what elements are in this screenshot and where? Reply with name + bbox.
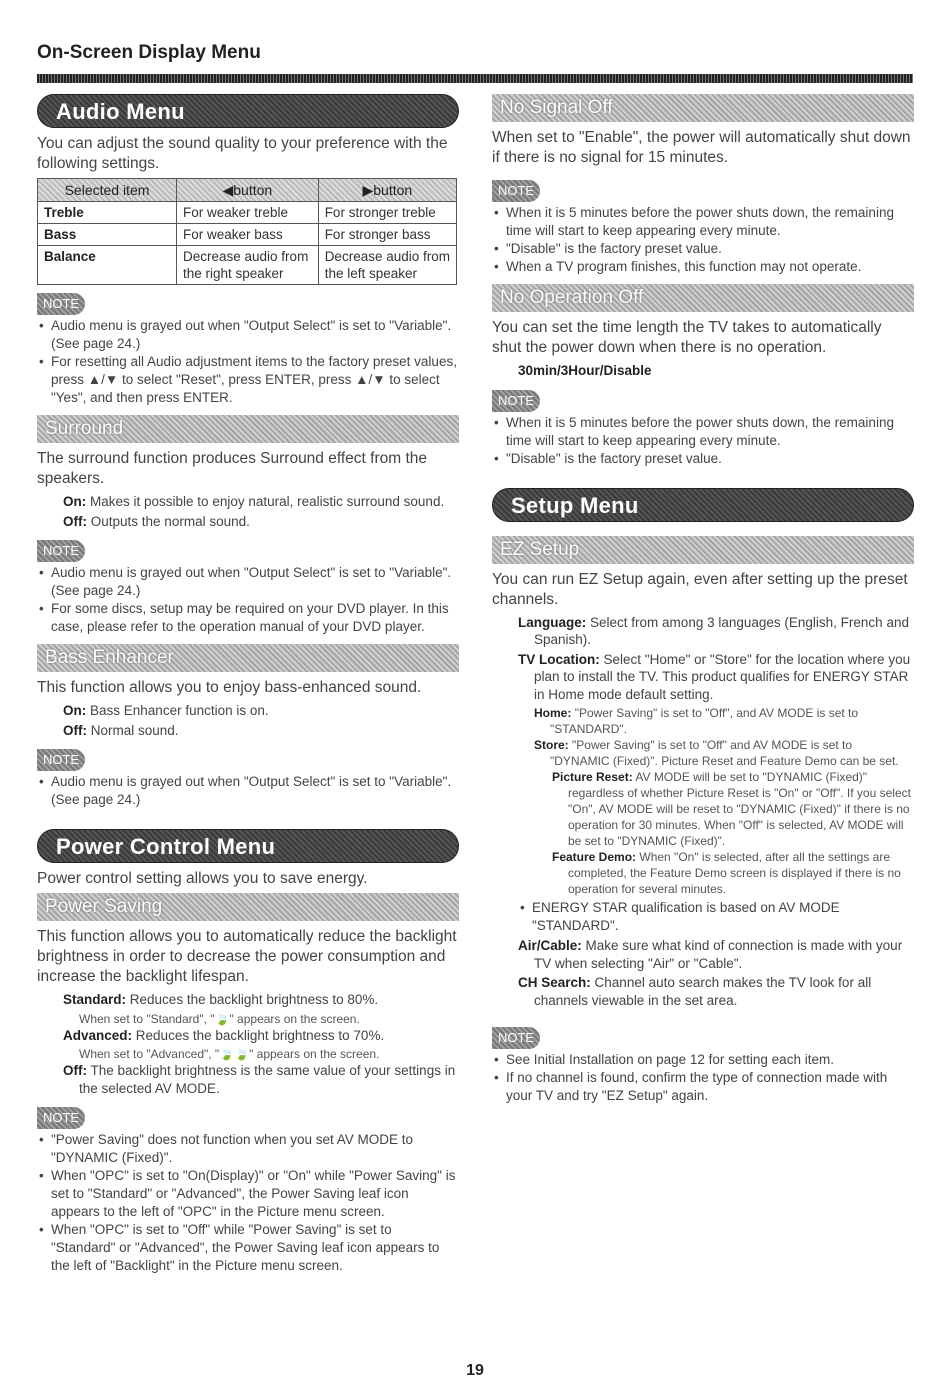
list-item: • When it is 5 minutes before the power shuts down, the remaining time will start to keep appearing every minute. (506, 414, 914, 450)
option-term: Air/Cable: (518, 938, 582, 953)
table-header: Selected item (38, 179, 177, 202)
option-term: On: (63, 703, 87, 718)
option-line: 30min/3Hour/Disable (518, 363, 652, 378)
page-heading: On-Screen Display Menu (37, 42, 261, 63)
no-operation-off-intro: You can set the time length the TV takes to automatically shut the power down when there is no operation. (492, 319, 882, 356)
ez-setup-notes (492, 1051, 914, 1105)
no-signal-off-title: No Signal Off (492, 94, 914, 122)
option-desc: Reduces the backlight brightness to 70%. (135, 1027, 385, 1043)
no-operation-off-options (518, 362, 914, 380)
audio-notes (37, 317, 459, 407)
audio-settings-table (37, 178, 457, 285)
no-signal-off-intro: When set to "Enable", the power will automatically shut down if there is no signal for 15 minutes. (492, 129, 911, 166)
option-extra: When set to "Advanced", "🍃🍃" appears on the screen. (79, 1047, 380, 1061)
table-cell: Treble (38, 202, 177, 224)
option-item (518, 937, 914, 972)
list-item: • Audio menu is grayed out when "Output Select" is set to "Variable". (See page 24.) (51, 773, 459, 809)
surround-options (63, 493, 459, 530)
option-desc: Normal sound. (90, 722, 179, 738)
list-item: • "Disable" is the factory preset value. (506, 450, 914, 468)
note-badge: NOTE (37, 293, 85, 315)
option-item (63, 722, 459, 740)
option-item (518, 614, 914, 649)
option-term: Feature Demo: (552, 850, 637, 864)
option-term: Store: (534, 738, 569, 752)
option-item (518, 974, 914, 1009)
surround-intro: The surround function produces Surround effect from the speakers. (37, 450, 428, 487)
table-row (38, 246, 457, 285)
power-saving-title: Power Saving (37, 893, 459, 921)
ez-setup-intro: You can run EZ Setup again, even after setting up the preset channels. (492, 570, 908, 608)
option-term: Picture Reset: (552, 770, 633, 784)
no-operation-off-title: No Operation Off (492, 284, 914, 312)
no-signal-off-notes (492, 204, 914, 276)
option-desc: "Power Saving" is set to "Off", and AV MODE is set to "STANDARD". (550, 706, 859, 736)
note-badge: NOTE (37, 749, 85, 771)
option-desc: When "On" is selected, after all the settings are completed, the Feature Demo screen is displayed if there is no operation for several minutes. (568, 850, 901, 896)
table-cell: Balance (38, 246, 177, 285)
list-item: • For resetting all Audio adjustment items to the factory preset values, press ▲/▼ to select "Reset", press ENTER, press ▲/▼ to select "Yes", and then press ENTER. (51, 353, 459, 407)
option-desc: "Power Saving" is set to "Off" and AV MODE is set to "DYNAMIC (Fixed)". Picture Reset and Feature Demo can be set. (550, 738, 899, 768)
ez-setup-options (518, 614, 914, 1010)
no-operation-off-notes (492, 414, 914, 468)
option-item (534, 737, 914, 769)
left-column (37, 94, 459, 1275)
note-badge: NOTE (492, 180, 540, 202)
option-extra: When set to "Standard", "🍃" appears on the screen. (79, 1011, 360, 1026)
option-desc: AV MODE will be set to "DYNAMIC (Fixed)" regardless of whether Picture Reset is "On" or "Off". If you select "On", AV MODE will be reset to "DYNAMIC (Fixed)" if there is no operation for 30 minutes. When "Off" is selected, AV MODE will be set to "DYNAMIC (Fixed)". (568, 770, 911, 848)
surround-title: Surround (37, 415, 459, 443)
energy-star-note (518, 899, 914, 935)
list-item: • For some discs, setup may be required on your DVD player. In this case, please refer to the operation manual of your DVD player. (51, 600, 459, 636)
table-cell: For stronger treble (318, 202, 456, 224)
option-term: Off: (63, 722, 87, 738)
option-term: CH Search: (518, 975, 591, 990)
option-desc: Bass Enhancer function is on. (90, 703, 269, 718)
table-cell: Decrease audio from the left speaker (318, 246, 456, 285)
list-item: • See Initial Installation on page 12 for setting each item. (506, 1051, 914, 1069)
table-row (38, 224, 457, 246)
audio-menu-title: Audio Menu (37, 94, 459, 128)
audio-menu-intro: You can adjust the sound quality to your preference with the following settings. (37, 135, 448, 172)
table-row (38, 202, 457, 224)
list-item: • When a TV program finishes, this function may not operate. (506, 258, 914, 276)
setup-menu-title: Setup Menu (492, 488, 914, 522)
note-badge: NOTE (37, 1107, 85, 1129)
option-desc: Outputs the normal sound. (90, 513, 250, 529)
bass-enhancer-title: Bass Enhancer (37, 644, 459, 672)
option-desc: Make sure what kind of connection is made with your TV when selecting "Air" or "Cable". (534, 938, 903, 971)
option-desc: The backlight brightness is the same value of your settings in the selected AV MODE. (79, 1063, 456, 1096)
option-term: On: (63, 494, 87, 509)
table-header: ▶button (318, 179, 456, 202)
list-item: • If no channel is found, confirm the type of connection made with your TV and try "EZ Setup" again. (506, 1069, 914, 1105)
option-desc: Select "Home" or "Store" for the location where you plan to install the TV. This product qualifies for ENERGY STAR in Home mode default setting. (534, 651, 911, 702)
option-term: Advanced: (63, 1027, 133, 1043)
list-item: • ENERGY STAR qualification is based on AV MODE "STANDARD". (532, 899, 914, 935)
option-term: Standard: (63, 992, 127, 1007)
note-badge: NOTE (492, 390, 540, 412)
option-item (63, 1062, 459, 1097)
power-control-intro: Power control setting allows you to save energy. (37, 870, 368, 887)
list-item: • "Disable" is the factory preset value. (506, 240, 914, 258)
option-desc: Makes it possible to enjoy natural, realistic surround sound. (90, 494, 445, 509)
note-badge: NOTE (37, 540, 85, 562)
table-cell: For weaker treble (177, 202, 319, 224)
table-cell: Bass (38, 224, 177, 246)
table-cell: For stronger bass (318, 224, 456, 246)
list-item: • "Power Saving" does not function when you set AV MODE to "DYNAMIC (Fixed)". (51, 1131, 459, 1167)
option-desc: Reduces the backlight brightness to 80%. (129, 992, 379, 1007)
option-term: Language: (518, 614, 587, 630)
list-item: • Audio menu is grayed out when "Output Select" is set to "Variable". (See page 24.) (51, 564, 459, 600)
bass-enhancer-intro: This function allows you to enjoy bass-enhanced sound. (37, 679, 422, 696)
option-item (552, 849, 914, 897)
list-item: • Audio menu is grayed out when "Output Select" is set to "Variable". (See page 24.) (51, 317, 459, 353)
option-item (552, 769, 914, 849)
option-item (63, 702, 459, 720)
option-item (63, 513, 459, 531)
power-saving-options (63, 991, 459, 1097)
option-desc: Select from among 3 languages (English, French and Spanish). (534, 614, 909, 647)
surround-notes (37, 564, 459, 636)
option-item (63, 493, 459, 511)
table-cell: Decrease audio from the right speaker (177, 246, 319, 285)
option-term: Off: (63, 513, 87, 529)
option-item (518, 651, 914, 704)
header-rule (37, 74, 913, 83)
option-item (534, 705, 914, 737)
note-badge: NOTE (492, 1027, 540, 1049)
right-column (492, 94, 914, 1105)
list-item: • When "OPC" is set to "On(Display)" or "On" while "Power Saving" is set to "Standard" or "Advanced", the Power Saving leaf icon appears to the left of "OPC" in the Picture menu screen. (51, 1167, 459, 1221)
option-desc: Channel auto search makes the TV look for all channels viewable in the set area. (534, 975, 872, 1008)
power-saving-intro: This function allows you to automatically reduce the backlight brightness in order to decrease the power consumption and increase the backlight lifespan. (37, 928, 457, 985)
power-saving-notes (37, 1131, 459, 1275)
ez-setup-title: EZ Setup (492, 536, 914, 564)
bass-enhancer-options (63, 702, 459, 739)
table-header: ◀button (177, 179, 319, 202)
option-item (63, 1027, 459, 1045)
option-term: Home: (534, 706, 572, 720)
list-item: • When it is 5 minutes before the power shuts down, the remaining time will start to keep appearing every minute. (506, 204, 914, 240)
bass-enhancer-notes (37, 773, 459, 809)
page-number: 19 (466, 1362, 484, 1379)
table-cell: For weaker bass (177, 224, 319, 246)
power-control-title: Power Control Menu (37, 829, 459, 863)
option-term: Off: (63, 1063, 87, 1078)
option-item (63, 991, 459, 1009)
list-item: • When "OPC" is set to "Off" while "Power Saving" is set to "Standard" or "Advanced", the Power Saving leaf icon appears to the left of "Backlight" in the Picture menu screen. (51, 1221, 459, 1275)
option-term: TV Location: (518, 651, 600, 667)
